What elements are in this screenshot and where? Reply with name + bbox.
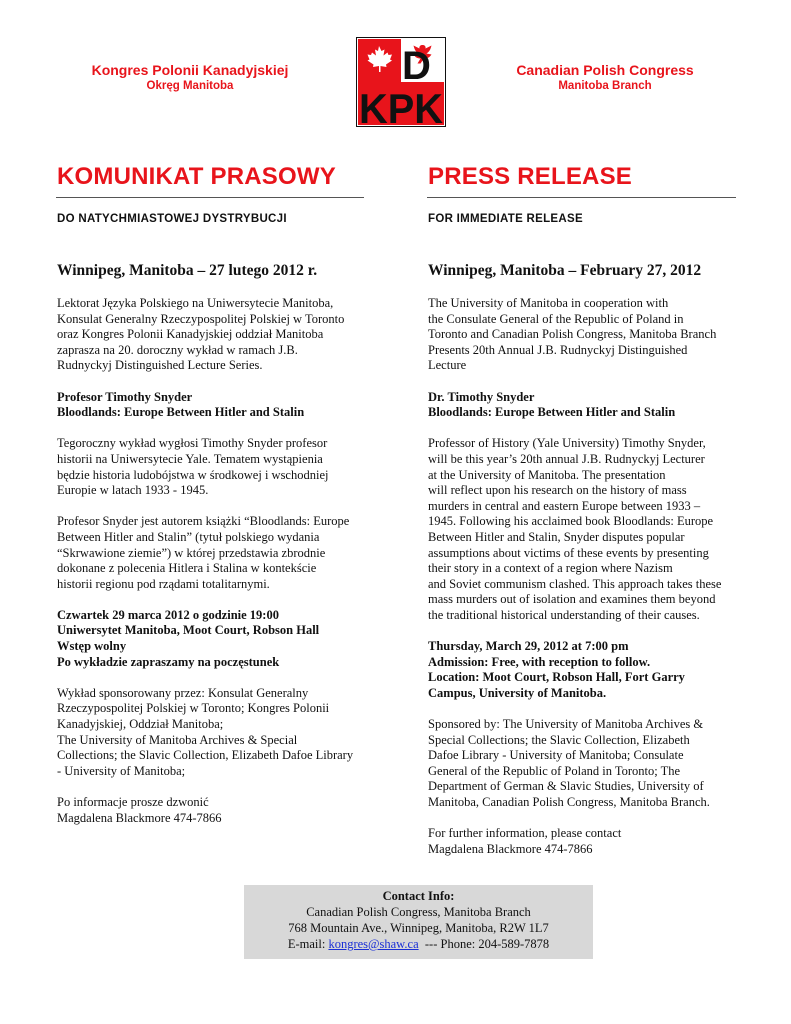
body-column-polish <box>57 296 377 842</box>
paragraph: Czwartek 29 marca 2012 o godzinie 19:00 Uniwersytet Manitoba, Moot Court, Robson Hall Wstęp wolny Po wykładzie zapraszamy na poczęstunek <box>57 607 320 669</box>
paragraph: Po informacje prosze dzwonić Magdalena Blackmore 474-7866 <box>57 795 222 825</box>
paragraph: Profesor Timothy Snyder Bloodlands: Europe Between Hitler and Stalin <box>57 389 305 420</box>
org-title-english: Canadian Polish Congress <box>516 62 694 78</box>
release-note-polish: DO NATYCHMIASTOWEJ DYSTRYBUCJI <box>57 213 287 225</box>
email-label: E-mail: <box>287 937 329 951</box>
contact-org: Canadian Polish Congress, Manitoba Branch <box>306 905 531 919</box>
org-name-english <box>478 62 732 93</box>
kpk-logo-graphic <box>356 37 446 127</box>
title-divider-english <box>427 197 736 198</box>
paragraph: Profesor Snyder jest autorem książki “Bloodlands: Europe Between Hitler and Stalin” (tytuł polskiego wydania “Skrwawione ziemie”) w której przedstawia zbrodnie dokonane z polecenia Hitlera i Stalina w kontekście historii regionu pod rządami totalitarnymi. <box>57 514 350 591</box>
contact-line <box>244 936 593 952</box>
dateline-english: Winnipeg, Manitoba – February 27, 2012 <box>428 262 702 279</box>
title-polish: KOMUNIKAT PRASOWY <box>57 163 336 190</box>
contact-info-box <box>244 885 593 959</box>
paragraph: Thursday, March 29, 2012 at 7:00 pm Admission: Free, with reception to follow. Location: Moot Court, Robson Hall, Fort Garry Campus, University of Manitoba. <box>428 639 685 700</box>
paragraph: Sponsored by: The University of Manitoba Archives & Special Collections; the Slavic Collection, Elizabeth Dafoe Library - University of Manitoba; Consulate General of the Republic of Poland in Toronto; The Department of German & Slavic Studies, University of Manitoba, Canadian Polish Congress, Manitoba Branch. <box>428 717 710 809</box>
dateline-polish: Winnipeg, Manitoba – 27 lutego 2012 r. <box>57 262 318 279</box>
kpk-logo <box>356 37 446 127</box>
contact-address: 768 Mountain Ave., Winnipeg, Manitoba, R2W 1L7 <box>288 921 549 935</box>
release-note-english: FOR IMMEDIATE RELEASE <box>428 213 583 225</box>
paragraph: Professor of History (Yale University) Timothy Snyder, will be this year’s 20th annual J.B. Rudnyckyj Lecturer at the University of Manitoba. The presentation will reflect upon his research on the history of mass murders in central and eastern Europe between 1933 – 1945. Following his acclaimed book Bloodlands: Europe Between Hitler and Stalin, Snyder disputes popular assumptions about victims of these events by presenting their story in a context of a region where Nazism and Soviet communism clashed. This approach takes these mass murders out of isolation and examines them beyond the traditional historical understanding of their causes. <box>428 436 722 622</box>
paragraph: Tegoroczny wykład wygłosi Timothy Snyder profesor historii na Uniwersytecie Yale. Tematem wystąpienia będzie historia ludobójstwa w środkowej i wschodniej Europie w latach 1933 - 1945. <box>57 436 329 498</box>
contact-heading: Contact Info: <box>382 889 455 903</box>
logo-letter-d: D <box>402 44 431 88</box>
contact-phone: --- Phone: 204-589-7878 <box>418 937 550 951</box>
org-branch-english: Manitoba Branch <box>558 80 652 92</box>
email-link[interactable]: kongres@shaw.ca <box>328 937 419 951</box>
title-english: PRESS RELEASE <box>428 163 632 190</box>
body-column-english <box>428 296 748 873</box>
title-divider-polish <box>56 197 364 198</box>
org-branch-polish: Okręg Manitoba <box>146 80 234 92</box>
paragraph: Dr. Timothy Snyder Bloodlands: Europe Between Hitler and Stalin <box>428 389 676 420</box>
org-name-polish <box>62 62 318 93</box>
org-title-polish: Kongres Polonii Kanadyjskiej <box>91 62 289 78</box>
paragraph: The University of Manitoba in cooperation with the Consulate General of the Republic of Poland in Toronto and Canadian Polish Congress, Manitoba Branch Presents 20th Annual J.B. Rudnyckyj Distinguished Lecture <box>428 296 717 373</box>
logo-letters-kpk: KPK <box>359 85 443 127</box>
paragraph: For further information, please contact Magdalena Blackmore 474-7866 <box>428 826 622 856</box>
paragraph: Wykład sponsorowany przez: Konsulat Generalny Rzeczypospolitej Polskiej w Toronto; Kongres Polonii Kanadyjskiej, Oddział Manitoba; The University of Manitoba Archives & Special Collections; the Slavic Collection, Elizabeth Dafoe Library - University of Manitoba; <box>57 685 354 778</box>
paragraph: Lektorat Języka Polskiego na Uniwersytecie Manitoba, Konsulat Generalny Rzeczypospolitej Polskiej w Toronto oraz Kongres Polonii Kanadyjskiej oddział Manitoba zaprasza na 20. doroczny wykład w ramach J.B. Rudnyckyj Distinguished Lecture Series. <box>57 296 345 373</box>
